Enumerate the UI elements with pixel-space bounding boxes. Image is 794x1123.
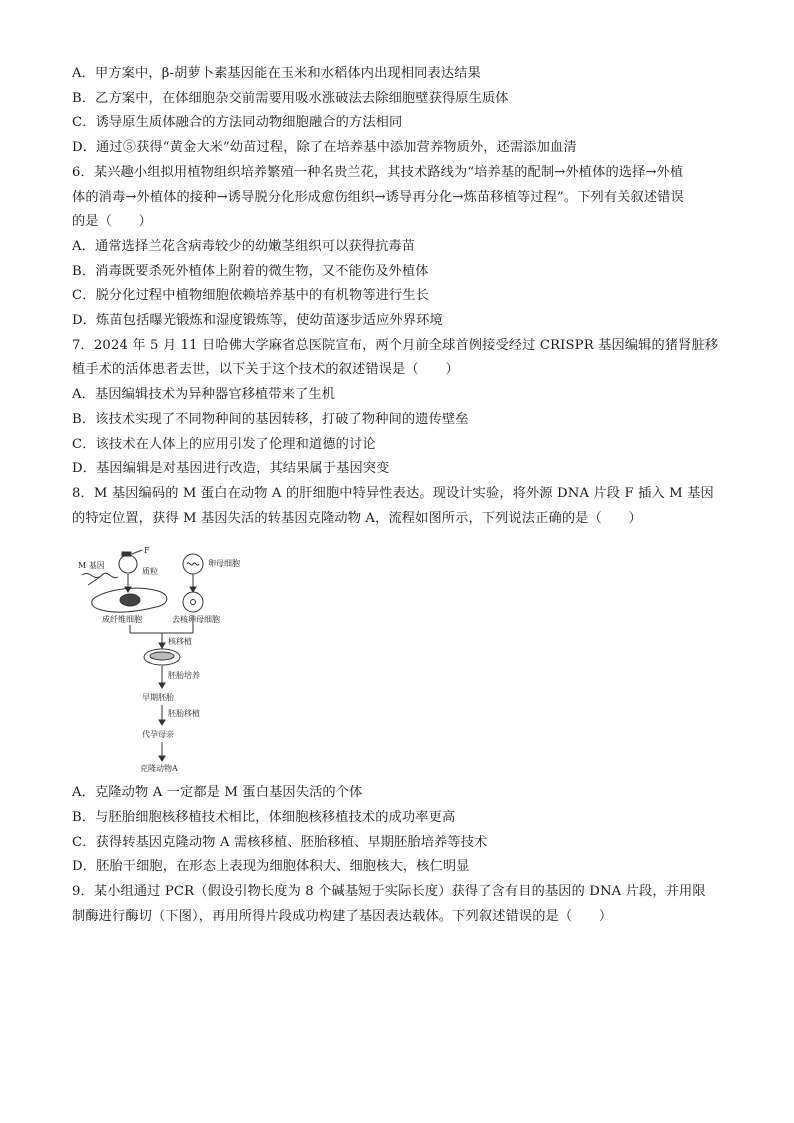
q5-option-d: D．通过⑤获得“黄金大米”幼苗过程，除了在培养基中添加营养物质外，还需添加血清 (72, 140, 577, 156)
q6-stem-line1: 6．某兴趣小组拟用植物组织培养繁殖一种名贵兰花，其技术路线为“培养基的配制→外植体的选择→外植 (72, 164, 684, 180)
q7-option-c: C．该技术在人体上的应用引发了伦理和道德的讨论 (72, 436, 376, 452)
plasmid-icon (119, 555, 137, 573)
q9-stem-line2: 制酶进行酶切（下图），再用所得片段成功构建了基因表达载体。下列叙述错误的是（ ） (72, 908, 613, 924)
q6-stem-line2: 体的消毒→外植体的接种→诱导脱分化形成愈伤组织→诱导再分化→炼苗移植等过程”。下列有关叙述错误 (72, 189, 684, 205)
q5-option-a: A．甲方案中，β-胡萝卜素基因能在玉米和水稻体内出现相同表达结果 (72, 66, 481, 81)
q7-stem-line1: 7．2024 年 5 月 11 日哈佛大学麻省总医院宣布，两个月前全球首例接受经过 CRISPR 基因编辑的猪肾脏移 (72, 337, 719, 353)
q5-option-b: B．乙方案中，在体细胞杂交前需要用吸水涨破法去除细胞壁获得原生质体 (72, 90, 509, 106)
q6-option-c: C．脱分化过程中植物细胞依赖培养基中的有机物等进行生长 (72, 288, 430, 304)
q6-stem-line3: 的是（ ） (72, 214, 153, 230)
label-embryo-culture: 胚胎培养 (168, 671, 200, 681)
fibroblast-nucleus (120, 594, 140, 606)
label-f: F (144, 546, 150, 556)
label-early-embryo: 早期胚胎 (142, 693, 174, 703)
label-nuclear-transfer: 核移植 (168, 637, 192, 647)
cloning-flowchart-figure (76, 545, 256, 775)
q7-option-a: A．基因编辑技术为异种器官移植带来了生机 (72, 387, 336, 403)
q7-option-b: B．该技术实现了不同物种间的基因转移，打破了物种间的遗传壁垒 (72, 411, 469, 427)
q8-option-d: D．胚胎干细胞，在形态上表现为细胞体积大、细胞核大，核仁明显 (72, 859, 470, 875)
q8-option-c: C．获得转基因克隆动物 A 需核移植、胚胎移植、早期胚胎培养等技术 (72, 834, 488, 850)
q8-stem-line2: 的特定位置，获得 M 基因失活的转基因克隆动物 A，流程如图所示，下列说法正确的是（ ） (72, 510, 642, 526)
q5-option-c: C．诱导原生质体融合的方法同动物细胞融合的方法相同 (72, 115, 403, 131)
label-plasmid: 质粒 (142, 567, 158, 577)
label-fibroblast: 成纤维细胞 (102, 615, 142, 625)
exam-page (72, 62, 732, 930)
q8-option-b: B．与胚胎细胞核移植技术相比，体细胞核移植技术的成功率更高 (72, 810, 456, 826)
enucleated-oocyte-icon (183, 592, 203, 612)
q8-stem-line1: 8．M 基因编码的 M 蛋白在动物 A 的肝细胞中特异性表达。现设计实验，将外源 DNA 片段 F 插入 M 基因 (72, 485, 714, 501)
fragment-f-block (122, 552, 131, 556)
label-oocyte: 卵母细胞 (208, 559, 240, 569)
label-embryo-transfer: 胚胎移植 (168, 709, 200, 719)
q7-option-d: D．基因编辑是对基因进行改造，其结果属于基因突变 (72, 461, 390, 477)
label-cloned-animal: 克隆动物A (140, 764, 178, 774)
q8-option-a: A．克隆动物 A 一定都是 M 蛋白基因失活的个体 (72, 785, 363, 801)
q7-stem-line2: 植手术的活体患者去世，以下关于这个技术的叙述错误是（ ） (72, 362, 459, 378)
cloning-flowchart-drawing (76, 545, 256, 775)
q6-option-a: A．通常选择兰花含病毒较少的幼嫩茎组织可以获得抗毒苗 (72, 238, 416, 254)
label-enucleated-oocyte: 去核卵母细胞 (172, 615, 220, 625)
q9-stem-line1: 9．某小组通过 PCR（假设引物长度为 8 个碱基短于实际长度）获得了含有目的基因的 DNA 片段，并用限 (72, 884, 706, 900)
label-m-gene: M 基因 (78, 561, 105, 571)
label-surrogate-mother: 代孕母亲 (142, 730, 174, 740)
q6-option-d: D．炼苗包括曝光锻炼和湿度锻炼等，使幼苗逐步适应外界环境 (72, 313, 443, 329)
q6-option-b: B．消毒既要杀死外植体上附着的微生物，又不能伤及外植体 (72, 263, 429, 279)
